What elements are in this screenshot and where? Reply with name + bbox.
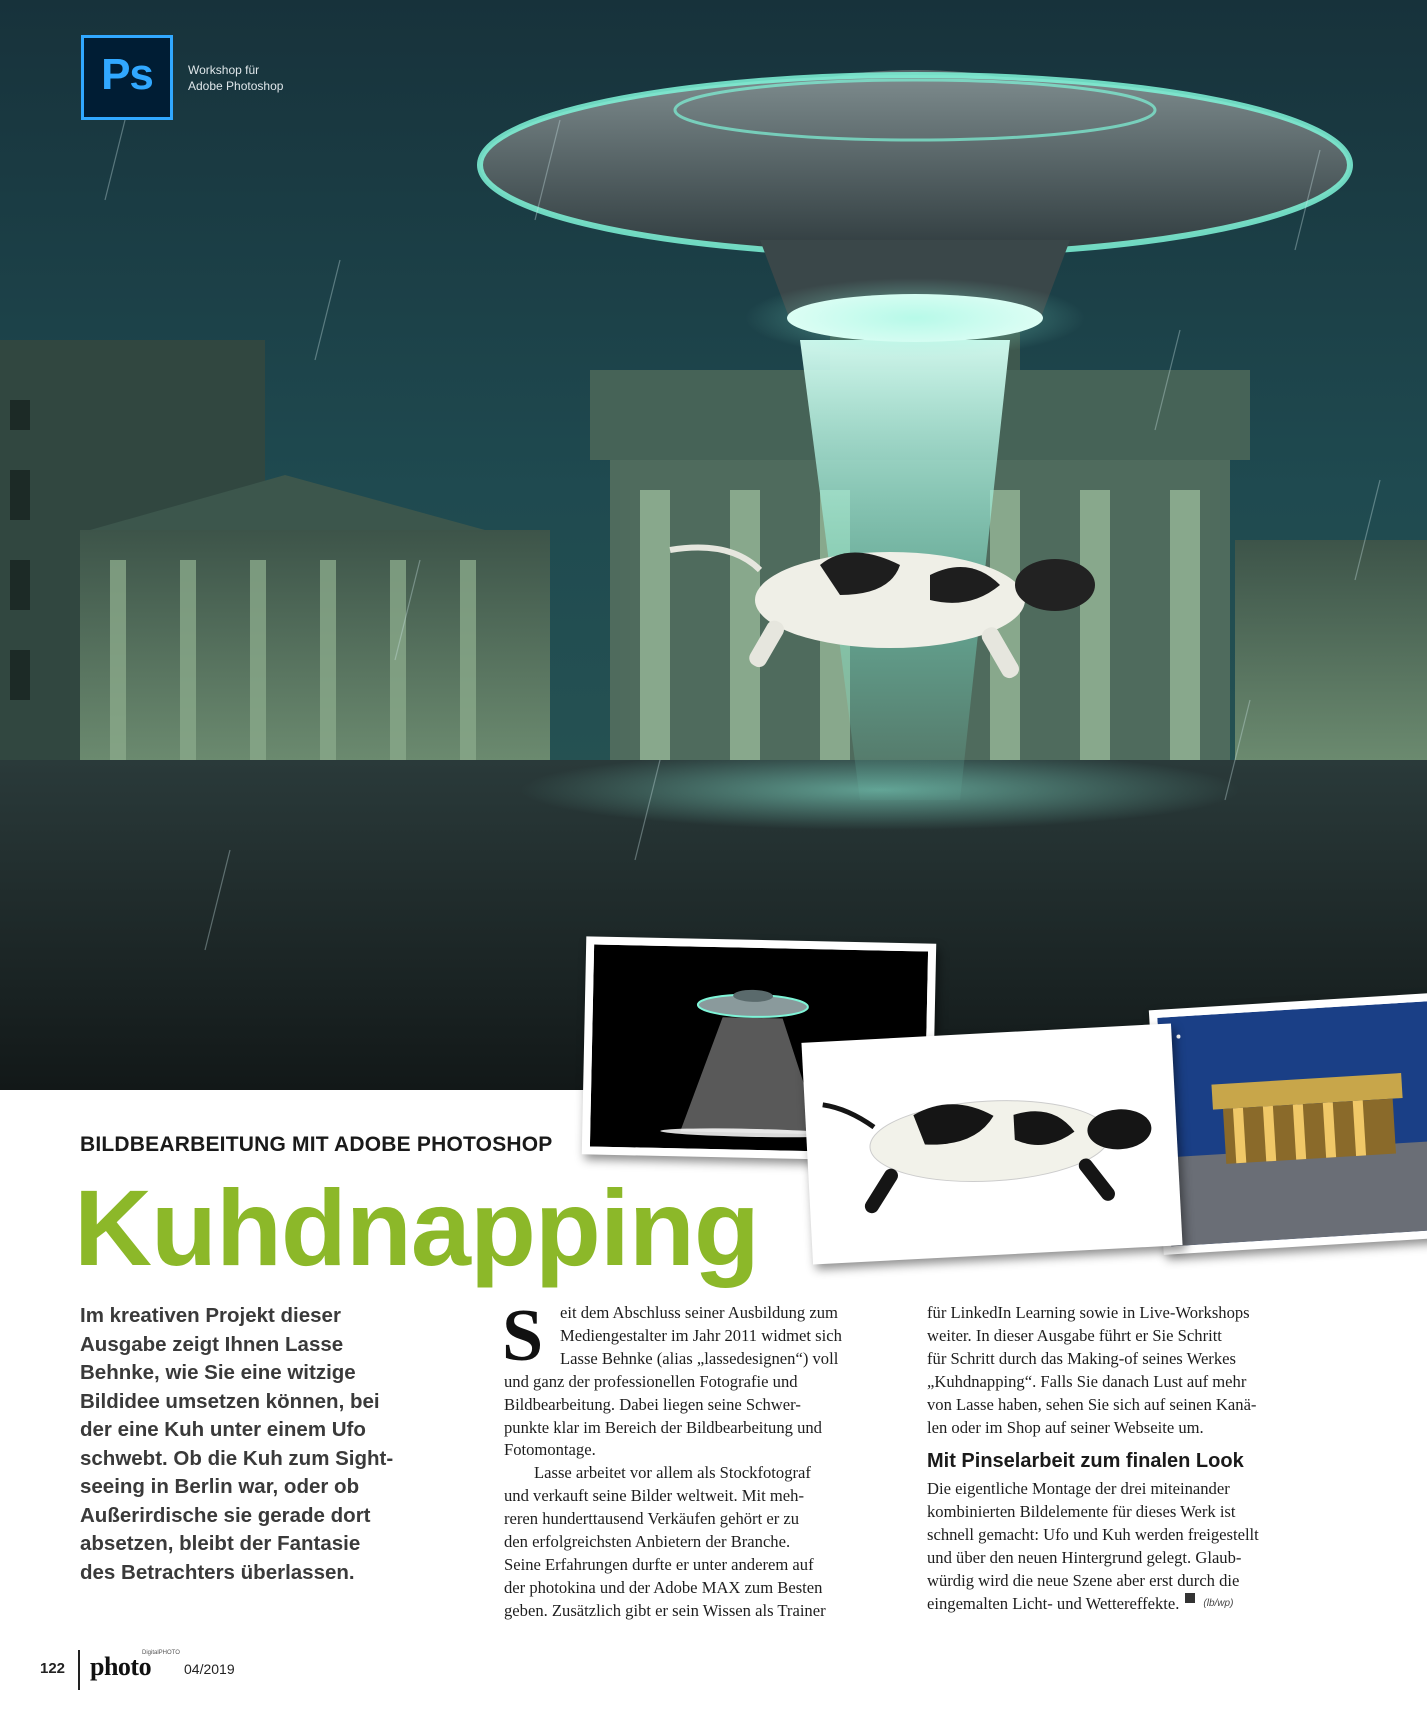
body-line: Bildbearbeitung. Dabei liegen seine Schwer- (504, 1394, 801, 1414)
intro-line: Bildidee umsetzen können, bei (80, 1389, 380, 1413)
photoshop-logo-label: Ps (101, 50, 153, 99)
intro-line: des Betrachters überlassen. (80, 1560, 355, 1584)
source-photo-cow (801, 1023, 1182, 1264)
intro-line: der eine Kuh unter einem Ufo (80, 1418, 366, 1441)
body-line: schnell gemacht: Ufo und Kuh werden freigestellt (927, 1524, 1259, 1544)
drop-cap: S (502, 1295, 544, 1377)
source-photo-gate (1149, 992, 1427, 1255)
body-line: geben. Zusätzlich gibt er sein Wissen als Trainer (504, 1600, 826, 1620)
body-line: eit dem Abschluss seiner Ausbildung zum (560, 1303, 838, 1322)
body-line: Lasse Behnke (alias „lassedesignen“) voll (560, 1348, 839, 1368)
magazine-name: photo (90, 1652, 152, 1681)
intro-line: Außerirdische sie gerade dort (80, 1503, 371, 1527)
article-title: Kuhdnapping (74, 1167, 759, 1288)
intro-line: Im kreativen Projekt dieser (80, 1304, 341, 1327)
body-line: weiter. In dieser Ausgabe führt er Sie Schritt (927, 1325, 1222, 1345)
body-line: eingemalten Licht- und Wettereffekte. (lb/wp) (927, 1593, 1325, 1616)
intro-line: Behnke, wie Sie eine witzige (80, 1361, 356, 1384)
body-line: von Lasse haben, sehen Sie sich auf seinen Kanä- (927, 1394, 1257, 1414)
end-mark-icon (1185, 1593, 1195, 1603)
intro-line: seeing in Berlin war, oder ob (80, 1475, 360, 1498)
article-subhead: Mit Pinselarbeit zum finalen Look (927, 1450, 1244, 1472)
body-line: „Kuhdnapping“. Falls Sie danach Lust auf mehr (927, 1371, 1247, 1391)
body-line: reren hunderttausend Verkäufen gehört er zu (504, 1509, 800, 1529)
article-intro (80, 1302, 450, 1587)
workshop-caption-line: Adobe Photoshop (188, 79, 284, 93)
photoshop-logo-icon (81, 35, 173, 120)
body-line: len oder im Shop auf seiner Webseite um. (927, 1417, 1204, 1437)
body-column-1 (502, 1295, 902, 1623)
issue-number: 04/2019 (184, 1661, 235, 1677)
body-line: und ganz der professionellen Fotografie und (504, 1371, 798, 1391)
body-line: den erfolgreichsten Anbietern der Branche. (504, 1532, 791, 1552)
intro-line: Ausgabe zeigt Ihnen Lasse (80, 1332, 344, 1356)
body-column-2 (927, 1302, 1325, 1439)
body-line: Mediengestalter im Jahr 2011 widmet sich (560, 1325, 842, 1345)
magazine-superscript: DigitalPHOTO (142, 1650, 180, 1656)
body-line: würdig wird die neue Szene aber erst durch die (927, 1570, 1240, 1590)
body-line: für LinkedIn Learning sowie in Live-Workshops (927, 1303, 1250, 1322)
body-line: Fotomontage. (504, 1440, 596, 1460)
page-number: 122 (40, 1660, 66, 1677)
body-line: Die eigentliche Montage der drei miteinander (927, 1479, 1230, 1498)
author-credit: (lb/wp) (1203, 1597, 1234, 1609)
footer-divider (78, 1650, 80, 1690)
intro-line: schwebt. Ob die Kuh zum Sight- (80, 1446, 394, 1470)
intro-line: absetzen, bleibt der Fantasie (80, 1532, 361, 1555)
body-line: Lasse arbeitet vor allem als Stockfotograf (534, 1463, 811, 1483)
body-line: der photokina und der Adobe MAX zum Besten (504, 1577, 823, 1597)
workshop-caption (188, 62, 283, 94)
article-kicker: BILDBEARBEITUNG MIT ADOBE PHOTOSHOP (80, 1133, 553, 1156)
body-line: und verkauft seine Bilder weltweit. Mit meh- (504, 1486, 804, 1506)
body-line: und über den neuen Hintergrund gelegt. Glaub- (927, 1547, 1242, 1567)
body-line: für Schritt durch das Making-of seines Werkes (927, 1348, 1236, 1368)
body-line: Seine Erfahrungen durfte er unter anderem auf (504, 1554, 814, 1574)
workshop-caption-line: Workshop für (188, 63, 260, 77)
body-column-2-continued (927, 1478, 1325, 1615)
body-line: kombinierten Bildelemente für dieses Werk ist (927, 1501, 1236, 1521)
body-line: punkte klar im Bereich der Bildbearbeitung und (504, 1417, 822, 1437)
